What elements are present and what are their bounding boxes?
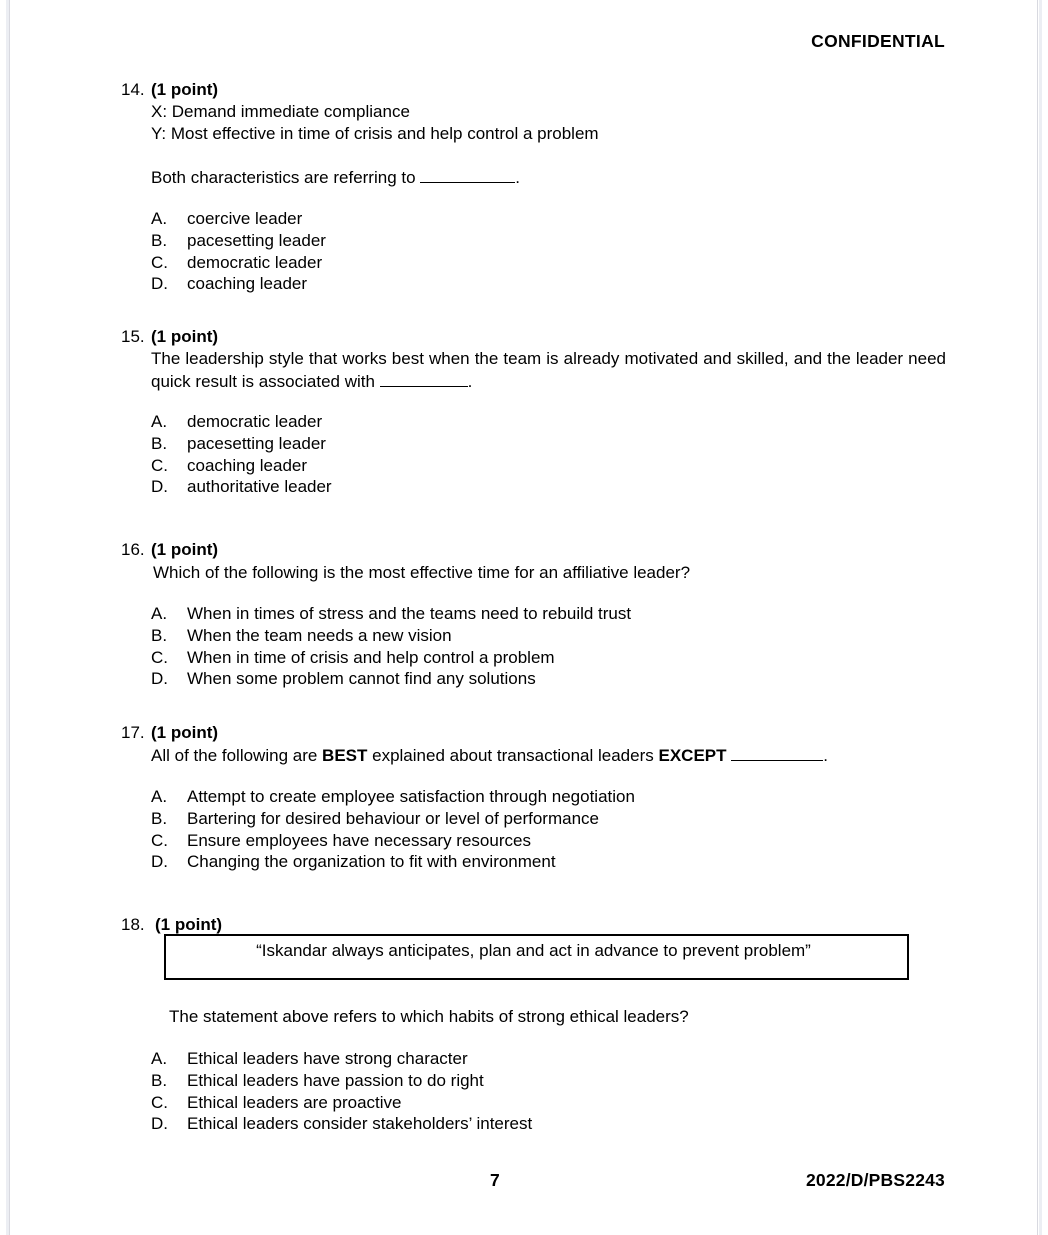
option-d-text: Ethical leaders consider stakeholders’ interest xyxy=(187,1114,533,1134)
question-14-options xyxy=(151,208,326,295)
option-b-text: pacesetting leader xyxy=(187,433,326,453)
option-c-text: democratic leader xyxy=(187,252,323,272)
option-d-text: coaching leader xyxy=(187,274,308,294)
option-d-text: Changing the organization to fit with environment xyxy=(187,852,556,872)
question-17-emphasis-except: EXCEPT xyxy=(658,746,727,765)
option-c-letter: C. xyxy=(151,455,168,475)
question-16-points: (1 point) xyxy=(151,540,219,559)
question-17-stem-part1: All of the following are xyxy=(151,746,323,765)
question-18-stem: The statement above refers to which habits of strong ethical leaders? xyxy=(169,1007,689,1026)
option-d[interactable] xyxy=(151,273,326,295)
question-17-stem-period: . xyxy=(823,746,828,765)
question-17-emphasis-best: BEST xyxy=(322,746,368,765)
question-14-line-y: Y: Most effective in time of crisis and help control a problem xyxy=(151,124,599,143)
option-a-text: Attempt to create employee satisfaction through negotiation xyxy=(187,787,635,806)
question-16-number: 16. xyxy=(121,540,145,559)
question-18-number: 18. xyxy=(121,915,145,934)
question-14-prompt-period: . xyxy=(515,168,521,187)
option-b-letter: B. xyxy=(151,808,168,828)
option-c-letter: C. xyxy=(151,252,168,272)
option-c[interactable] xyxy=(151,647,631,669)
question-18-options xyxy=(151,1048,532,1135)
question-14-prompt-text: Both characteristics are referring to xyxy=(151,168,421,187)
question-15-stem-text: The leadership style that works best when the team is already motivated and skilled, and the leader need quick result is associated with xyxy=(151,349,946,391)
option-c[interactable] xyxy=(151,455,332,477)
option-b[interactable] xyxy=(151,808,635,830)
option-c-text: Ensure employees have necessary resources xyxy=(187,830,531,850)
option-a[interactable] xyxy=(151,208,326,230)
option-a-letter: A. xyxy=(151,1049,168,1068)
question-16-stem: Which of the following is the most effective time for an affiliative leader? xyxy=(153,563,691,582)
option-d-letter: D. xyxy=(151,1114,168,1134)
option-b[interactable] xyxy=(151,433,332,455)
option-b-letter: B. xyxy=(151,625,168,645)
question-17-stem-part2: explained about transactional leaders xyxy=(367,746,659,765)
question-14-number: 14. xyxy=(121,80,145,99)
option-d-letter: D. xyxy=(151,852,168,872)
footer-page-number: 7 xyxy=(490,1170,500,1190)
question-15-points: (1 point) xyxy=(151,327,219,346)
option-a-letter: A. xyxy=(151,209,168,228)
option-b-letter: B. xyxy=(151,230,168,250)
answer-blank xyxy=(420,169,515,183)
option-a-letter: A. xyxy=(151,412,168,431)
option-c[interactable] xyxy=(151,252,326,274)
option-d-letter: D. xyxy=(151,477,168,497)
question-14-points: (1 point) xyxy=(151,80,219,99)
option-b-text: Bartering for desired behaviour or level of performance xyxy=(187,808,599,828)
question-17-options xyxy=(151,786,635,873)
option-a-text: coercive leader xyxy=(187,209,303,228)
option-b[interactable] xyxy=(151,230,326,252)
option-d-letter: D. xyxy=(151,669,168,689)
option-a-text: democratic leader xyxy=(187,412,323,431)
option-b[interactable] xyxy=(151,1070,532,1092)
option-c-text: coaching leader xyxy=(187,455,308,475)
boxed-statement-frame xyxy=(164,934,909,980)
page-edge-right-line xyxy=(1037,0,1038,1235)
page-edge-right-shadow xyxy=(1039,0,1042,1235)
question-15-options xyxy=(151,411,332,498)
question-17-stem xyxy=(151,744,971,767)
boxed-statement-text: “Iskandar always anticipates, plan and act in advance to prevent problem” xyxy=(256,941,811,960)
option-a-text: Ethical leaders have strong character xyxy=(187,1049,468,1068)
question-15-stem-period: . xyxy=(467,372,473,391)
question-16-options xyxy=(151,603,631,690)
option-a[interactable] xyxy=(151,603,631,625)
answer-blank xyxy=(380,373,468,387)
option-d[interactable] xyxy=(151,851,635,873)
option-b[interactable] xyxy=(151,625,631,647)
option-c[interactable] xyxy=(151,1092,532,1114)
option-a-letter: A. xyxy=(151,787,168,806)
page-edge-left-line xyxy=(9,0,10,1235)
question-17-number: 17. xyxy=(121,723,145,742)
option-a[interactable] xyxy=(151,1048,532,1070)
option-b-text: pacesetting leader xyxy=(187,230,326,250)
question-17-points: (1 point) xyxy=(151,723,219,742)
question-14-prompt xyxy=(151,166,946,189)
option-b-letter: B. xyxy=(151,1070,168,1090)
question-15-stem xyxy=(151,347,946,393)
option-a-letter: A. xyxy=(151,604,168,623)
option-b-text: Ethical leaders have passion to do right xyxy=(187,1070,484,1090)
option-d-text: authoritative leader xyxy=(187,477,332,497)
option-b-text: When the team needs a new vision xyxy=(187,625,452,645)
option-d[interactable] xyxy=(151,476,332,498)
option-c-text: When in time of crisis and help control a problem xyxy=(187,647,555,667)
option-c-letter: C. xyxy=(151,1092,168,1112)
footer-paper-code: 2022/D/PBS2243 xyxy=(805,1170,945,1190)
confidential-header: CONFIDENTIAL xyxy=(811,31,945,51)
option-d-text: When some problem cannot find any solutions xyxy=(187,669,536,689)
option-b-letter: B. xyxy=(151,433,168,453)
option-c-text: Ethical leaders are proactive xyxy=(187,1092,402,1112)
option-c-letter: C. xyxy=(151,830,168,850)
option-a[interactable] xyxy=(151,411,332,433)
question-15-number: 15. xyxy=(121,327,145,346)
option-c[interactable] xyxy=(151,830,635,852)
option-d-letter: D. xyxy=(151,274,168,294)
question-18-points: (1 point) xyxy=(155,915,223,934)
answer-blank xyxy=(731,747,823,761)
question-14-line-x: X: Demand immediate compliance xyxy=(151,102,410,121)
option-d[interactable] xyxy=(151,1113,532,1135)
option-c-letter: C. xyxy=(151,647,168,667)
option-a-text: When in times of stress and the teams need to rebuild trust xyxy=(187,604,632,623)
option-a[interactable] xyxy=(151,786,635,808)
option-d[interactable] xyxy=(151,668,631,690)
